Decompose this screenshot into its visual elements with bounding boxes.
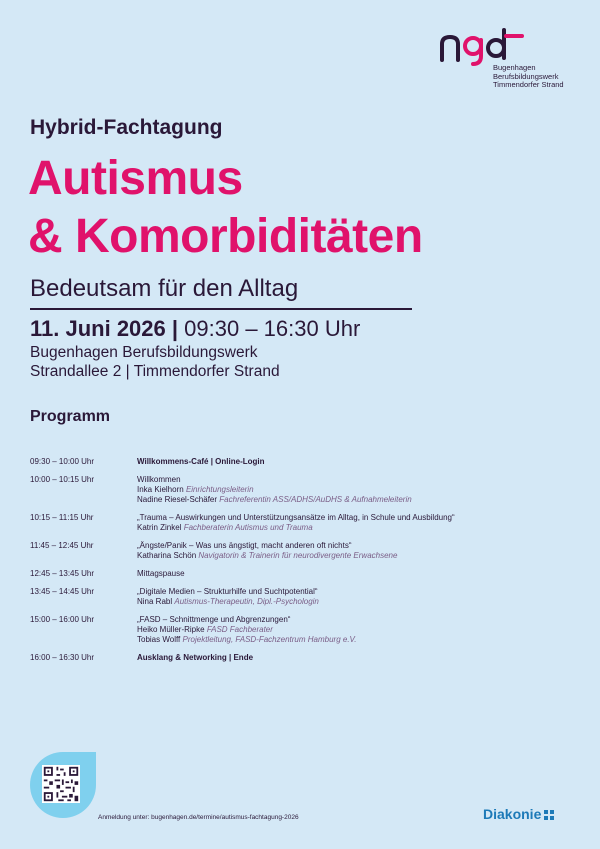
- diakonie-cross-icon: [544, 810, 554, 820]
- logo-text: [493, 64, 564, 90]
- schedule-time: 15:00 – 16:00 Uhr: [30, 615, 95, 624]
- speaker-role: Fachberaterin Autismus und Trauma: [183, 523, 313, 532]
- schedule-content: [137, 541, 580, 561]
- speaker-role: Einrichtungsleiterin: [185, 485, 254, 494]
- schedule-title: „Digitale Medien – Strukturhilfe und Suchtpotential“: [137, 587, 318, 596]
- ngd-logo-mark-icon: [440, 26, 530, 66]
- schedule-row: [30, 569, 580, 579]
- schedule-time: 12:45 – 13:45 Uhr: [30, 569, 95, 578]
- event-time: 09:30 – 16:30 Uhr: [184, 316, 361, 341]
- schedule-title: Ausklang & Networking | Ende: [137, 653, 254, 662]
- schedule-time: 16:00 – 16:30 Uhr: [30, 653, 95, 662]
- title-line-2: & Komorbiditäten: [28, 210, 423, 263]
- schedule-row: [30, 457, 580, 467]
- speaker: [137, 551, 580, 561]
- speaker: [137, 485, 580, 495]
- schedule-content: [137, 615, 580, 645]
- schedule-content: [137, 513, 580, 533]
- speaker-name: Katrin Zinkel: [137, 523, 182, 532]
- speaker-role: Autismus-Therapeutin, Dipl.-Psychologin: [174, 597, 319, 606]
- speaker: [137, 635, 580, 645]
- speaker-name: Nadine Riesel-Schäfer: [137, 495, 218, 504]
- venue-line-1: Bugenhagen Berufsbildungswerk: [30, 344, 258, 361]
- schedule-time: 09:30 – 10:00 Uhr: [30, 457, 95, 466]
- logo-line-2: Berufsbildungswerk: [493, 71, 559, 81]
- schedule-content: [137, 475, 580, 505]
- qr-code-icon[interactable]: [42, 765, 80, 803]
- speaker-role: Projektleitung, FASD-Fachzentrum Hamburg e.V.: [182, 635, 357, 644]
- speaker-role: FASD Fachberater: [206, 625, 273, 634]
- venue-line-2: Strandallee 2 | Timmendorfer Strand: [30, 363, 280, 380]
- event-kicker: Hybrid-Fachtagung: [30, 116, 223, 139]
- schedule-title: Mittagspause: [137, 569, 185, 578]
- speaker-name: Nina Rabl: [137, 597, 173, 606]
- title-line-1: Autismus: [28, 152, 243, 205]
- speaker-name: Inka Kielhorn: [137, 485, 184, 494]
- diakonie-logo: [483, 806, 554, 822]
- speaker-name: Heiko Müller-Ripke: [137, 625, 205, 634]
- speaker: [137, 495, 580, 505]
- schedule-title: „Trauma – Auswirkungen und Unterstützungsansätze im Alltag, in Schule und Ausbildung“: [137, 513, 455, 522]
- schedule-row: [30, 513, 580, 533]
- registration-link[interactable]: Anmeldung unter: bugenhagen.de/termine/autismus-fachtagung-2026: [98, 814, 299, 821]
- schedule-row: [30, 475, 580, 505]
- schedule-title: „Ängste/Panik – Was uns ängstigt, macht anderen oft nichts“: [137, 541, 352, 550]
- date-separator: |: [171, 316, 179, 341]
- schedule-content: [137, 587, 580, 607]
- speaker-name: Katharina Schön: [137, 551, 197, 560]
- event-subtitle: Bedeutsam für den Alltag: [30, 275, 299, 302]
- speaker: [137, 597, 580, 607]
- schedule-time: 13:45 – 14:45 Uhr: [30, 587, 95, 596]
- logo-line-3: Timmendorfer Strand: [493, 80, 564, 89]
- divider: [30, 308, 412, 310]
- schedule-title: Willkommen: [137, 475, 181, 484]
- event-title: [28, 150, 423, 266]
- logo-line-1: Bugenhagen: [493, 63, 536, 72]
- schedule-row: [30, 615, 580, 645]
- program-heading: Programm: [30, 408, 111, 425]
- schedule-time: 10:15 – 11:15 Uhr: [30, 513, 94, 522]
- schedule-content: [137, 653, 580, 663]
- speaker-role: Navigatorin & Trainerin für neurodivergente Erwachsene: [198, 551, 398, 560]
- schedule-title: „FASD – Schnittmenge und Abgrenzungen“: [137, 615, 291, 624]
- schedule-title: Willkommens-Café | Online-Login: [137, 457, 265, 466]
- speaker: [137, 523, 580, 533]
- speaker-name: Tobias Wolff: [137, 635, 181, 644]
- speaker: [137, 625, 580, 635]
- program-schedule: [30, 457, 580, 671]
- schedule-time: 11:45 – 12:45 Uhr: [30, 541, 94, 550]
- schedule-time: 10:00 – 10:15 Uhr: [30, 475, 95, 484]
- ngd-logo: [440, 26, 580, 96]
- schedule-row: [30, 587, 580, 607]
- schedule-content: [137, 457, 580, 467]
- schedule-row: [30, 653, 580, 663]
- event-date: 11. Juni 2026: [30, 316, 166, 341]
- speaker-role: Fachreferentin ASS/ADHS/AuDHS & Aufnahmeleiterin: [219, 495, 412, 504]
- date-time-line: [30, 316, 360, 342]
- venue: [30, 343, 280, 381]
- schedule-content: [137, 569, 580, 579]
- schedule-row: [30, 541, 580, 561]
- diakonie-wordmark: Diakonie: [483, 806, 542, 822]
